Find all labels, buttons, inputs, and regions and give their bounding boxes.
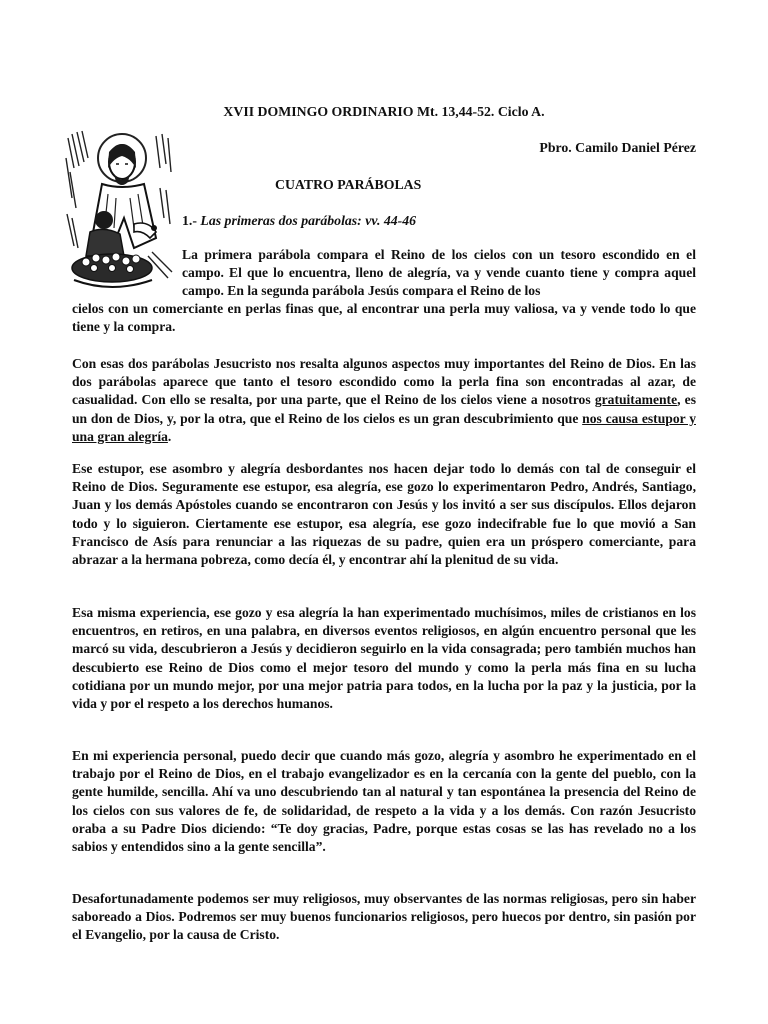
author-name: Pbro. Camilo Daniel Pérez (539, 140, 696, 155)
document-title: XVII DOMINGO ORDINARIO Mt. 13,44-52. Ciclo A. (223, 104, 545, 119)
paragraph-6: Desafortunadamente podemos ser muy religiosos, muy observantes de las normas religiosas, pero sin haber saboreado a Dios. Podremos ser muy buenos funcionarios religiosos, pero huecos por dentro, sin pasión por el Evangelio, por la causa de Cristo. (72, 891, 696, 943)
paragraph-1-continuation: cielos con un comerciante en perlas finas que, al encontrar una perla muy valiosa, va y vende todo lo que tiene y la compra. (72, 301, 696, 335)
section-heading (182, 213, 416, 229)
paragraph-1-intro: La primera parábola compara el Reino de los cielos con un tesoro escondido en el campo. El que lo encuentra, lleno de alegría, va y vende cuanto tiene y compra aquel campo. En la segunda parábola Jesús compara el Reino de los (182, 247, 696, 299)
underlined-gratuitamente: gratuitamente (594, 392, 678, 408)
paragraph-4: Esa misma experiencia, ese gozo y esa alegría la han experimentado muchísimos, miles de cristianos en los encuentros, en retiros, en una palabra, en diversos eventos religiosos, en algún encuentro personal que les marcó su vida, descubrieron a Jesús y decidieron seguirlo en la vida consagrada; pero también muchos han descubierto ese Reino de Dios como el mejor tesoro del mundo y como la perla más fina en su lucha cotidiana por un mundo mejor, por una mejor patria para todos, en la lucha por la paz y la justicia, por la vida y por el respeto a los derechos humanos. (72, 605, 696, 712)
paragraph-2-text-a: Con esas dos parábolas Jesucristo nos resalta algunos aspectos muy importantes del Reino de Dios. En las dos parábolas aparece que tanto el tesoro escondido como la perla fina son encontradas al azar, de casualidad. Con ello se resalta, por una parte, que el Reino de los cielos viene a nosotros (72, 356, 696, 408)
document-subtitle: CUATRO PARÁBOLAS (275, 177, 422, 192)
section-title: Las primeras dos parábolas: vv. 44-46 (200, 213, 417, 228)
paragraph-5: En mi experiencia personal, puedo decir que cuando más gozo, alegría y asombro he experimentado en el trabajo por el Reino de Dios, en el trabajo evangelizador es en la cercanía con la gente del pueblo, con la gente humilde, sencilla. Ahí va uno descubriendo tan al natural y tan espontánea la presencia del Reino de los cielos con sus valores de fe, de solidaridad, de respeto a la vida y a los demás. Con razón Jesucristo oraba a su Padre Dios diciendo: “Te doy gracias, Padre, porque estas cosas se las has revelado no a los sabios y entendidos sino a la gente sencilla”. (72, 748, 696, 855)
paragraph-3: Ese estupor, ese asombro y alegría desbordantes nos hacen dejar todo lo demás con tal de conseguir el Reino de Dios. Seguramente ese estupor, esa alegría, ese gozo lo experimentaron Pedro, Andrés, Santiago, Juan y los demás Apóstoles cuando se encontraron con Jesús y los invitó a ser sus discípulos. Ellos dejaron todo y lo siguieron. Ciertamente ese estupor, esa alegría, ese gozo indecifrable fue lo que movió a San Francisco de Asís para renunciar a las riquezas de su padre, quien era un próspero comerciante, para abrazar a la hermana pobreza, como decía él, y encontrar ahí la plenitud de su vida. (72, 461, 696, 568)
paragraph-2 (72, 355, 696, 446)
section-number: 1.- (182, 213, 197, 228)
parable-woodcut-illustration-icon (64, 128, 174, 294)
paragraph-2-text-c: . (167, 428, 172, 444)
underlined-estupor-alegria: nos causa estupor y una gran alegría (72, 410, 696, 444)
paragraph-2-text-b: , es un don de Dios, y, por la otra, que el Reino de los cielos es un gran descubrimiento que (72, 392, 696, 426)
